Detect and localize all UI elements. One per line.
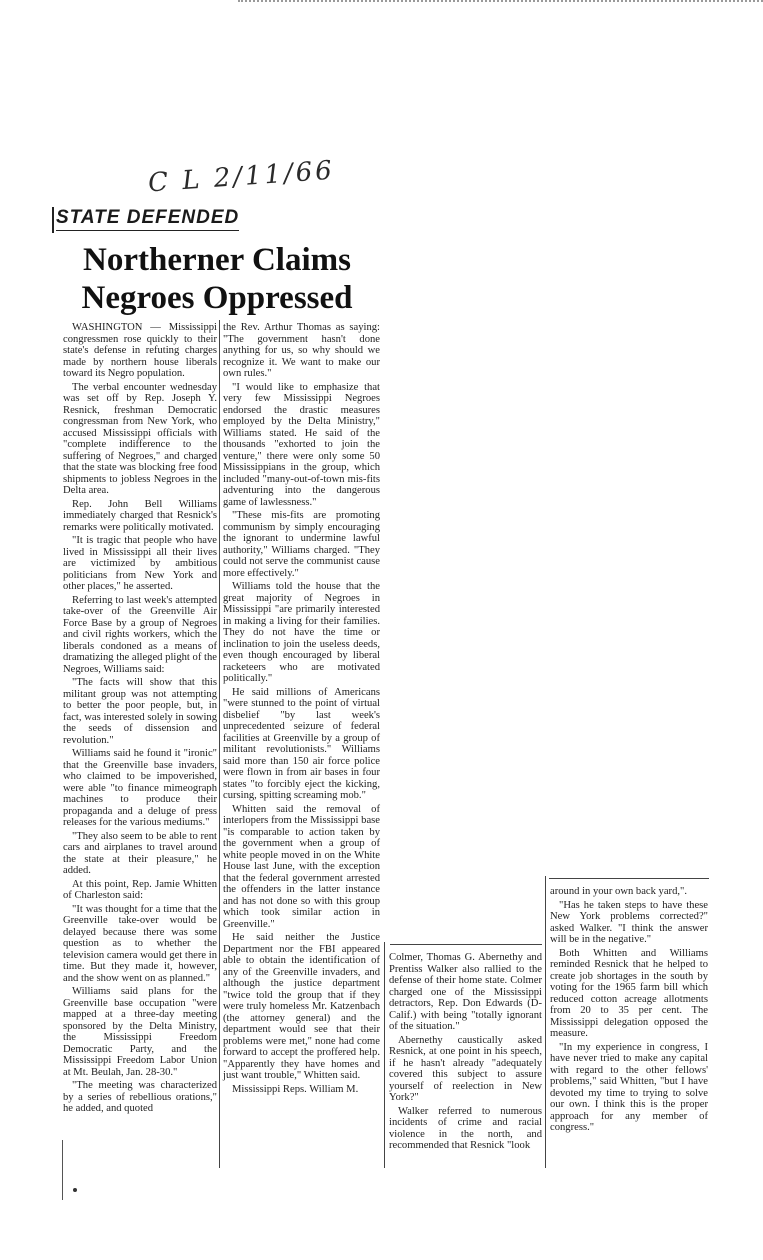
column-divider (219, 320, 220, 1168)
kicker-side-rule (52, 207, 54, 233)
column-top-rule (549, 878, 709, 879)
paragraph: Williams said he found it "ironic" that the Greenville base invaders, who claimed to be impoverished, were able "to finance mimeograph machines to produce their propaganda and a deluge of press releases for the various mediums." (63, 748, 217, 828)
paragraph: Referring to last week's attempted take-over of the Greenville Air Force Base by a group of Negroes and civil rights workers, which the liberals condoned as a means of dramatizing the alleged plight of the Negroes, Williams said: (63, 594, 217, 675)
article-column-4 (550, 886, 708, 1136)
article-column-3 (389, 952, 542, 1154)
paragraph: "It is tragic that people who have lived in Mississippi all their lives are victimized by ambitious politicians from New York and other places," he asserted. (63, 535, 217, 592)
headline-line-1: Northerner Claims (83, 242, 351, 278)
paragraph: He said neither the Justice Department nor the FBI appeared able to obtain the identification of any of the Greenville invaders, and although the justice department "twice told the group that if they were truly homeless Mr. Katzenbach (the attorney general) and the department would see that their problems were met," none had come forward to accept the proffered help. "Apparently they have homes and just want trouble," Whitten said. (223, 932, 380, 1081)
paragraph: "Has he taken steps to have these New York problems corrected?" asked Walker. "I think the answer will be in the negative." (550, 899, 708, 945)
paragraph: "They also seem to be able to rent cars and airplanes to travel around the state at their pleasure," he added. (63, 830, 217, 876)
article-column-1 (63, 322, 217, 1117)
paragraph: WASHINGTON — Mississippi congressmen rose quickly to their state's defense in refuting charges made by northern house liberals toward its Negro population. (63, 322, 217, 379)
paragraph: "I would like to emphasize that very few Mississippi Negroes endorsed the drastic measures employed by the Delta Ministry," Williams stated. He said of the thousands "exhorted to join the venture," there were only some 50 Mississippians in the group, which included "many-out-of-town mis-fits adventuring into the dangerous game of lawlessness." (223, 381, 380, 508)
paragraph: Williams told the house that the great majority of Negroes in Mississippi "are primarily interested in making a living for their families. They do not have the time or inclination to join the useless deeds, even though encouraged by liberal racketeers who are motivated politically." (223, 581, 380, 684)
handwritten-date-annotation: C L 2/11/66 (147, 155, 336, 199)
paragraph: the Rev. Arthur Thomas as saying: "The government hasn't done anything for us, so why should we recognize it. We want to make our own rules." (223, 322, 380, 379)
paragraph: "The meeting was characterized by a series of rebellious orations," he added, and quoted (63, 1080, 217, 1114)
paragraph: At this point, Rep. Jamie Whitten of Charleston said: (63, 878, 217, 901)
paragraph: Walker referred to numerous incidents of crime and racial violence in the north, and recommended that Resnick "look (389, 1105, 542, 1151)
paragraph: "The facts will show that this militant group was not attempting to better the poor people, but, in fact, was interested solely in sowing the seeds of dissension and revolution." (63, 677, 217, 746)
column-divider (545, 876, 546, 1168)
paragraph: Colmer, Thomas G. Abernethy and Prentiss Walker also rallied to the defense of their home state. Colmer charged one of the Mississippi detractors, Rep. Don Edwards (D-Calif.) with being "totally ignorant of the situation." (389, 952, 542, 1032)
scan-speck (73, 1188, 77, 1192)
page-top-dotted-edge (238, 0, 763, 5)
article-column-2 (223, 322, 380, 1097)
paragraph: "It was thought for a time that the Greenville take-over would be delayed because there was some question as to whether the television camera would get there in time. But they made it, however, and the show went on as planned." (63, 903, 217, 984)
paragraph: Abernethy caustically asked Resnick, at one point in his speech, if he hasn't already "adequately covered this subject to assure yourself of reelection in New York?" (389, 1034, 542, 1103)
paragraph: Mississippi Reps. William M. (232, 1083, 359, 1095)
paragraph: He said millions of Americans "were stunned to the point of virtual disbelief "by last week's unprecedented seizure of federal facilities at Greenville by a group of militant revolutionists." Williams said more than 150 air force police were flown in from air bases in four states "to forcibly eject the kicking, cursing, spitting screaming mob." (223, 686, 380, 801)
column-divider (384, 942, 385, 1168)
paragraph: Rep. John Bell Williams immediately charged that Resnick's remarks were politically motivated. (63, 498, 217, 533)
paragraph: Whitten said the removal of interlopers from the Mississippi base "is comparable to action taken by the government when a group of white people moved in on the White House last June, with the exception that the federal government arrested the offenders in the latter instance and has not done so with this group which took similar action in Greenville." (223, 803, 380, 930)
paragraph: "These mis-fits are promoting communism by simply encouraging the ignorant to undermine lawful authority," Williams charged. "They could not serve the communist cause more effectively." (223, 510, 380, 579)
paragraph: around in your own back yard,". (550, 886, 688, 897)
paragraph: Williams said plans for the Greenville base occupation "were mapped at a three-day meeting sponsored by the Delta Ministry, the Mississippi Freedom Democratic Party, and the Mississippi Freedom Labor Union at Mt. Beulah, Jan. 28-30." (63, 986, 217, 1078)
paragraph: Both Whitten and Williams reminded Resnick that he helped to create job shortages in the south by voting for the 1965 farm bill which reduced cotton acreage allotments from 20 to 35 per cent. The Mississippi delegation opposed the measure. (550, 947, 708, 1039)
headline-line-2: Negroes Oppressed (81, 280, 353, 316)
kicker-heading: STATE DEFENDED (56, 207, 239, 231)
paragraph: The verbal encounter wednesday was set off by Rep. Joseph Y. Resnick, freshman Democratic congressman from New York, who accused Mississippi officials with "complete indifference to the suffering of Negroes," and charged that the state was blocking free food shipments to jobless Negroes in the Delta area. (63, 381, 217, 496)
clipping-margin-line (62, 1140, 63, 1200)
column-top-rule (390, 944, 542, 945)
paragraph: "In my experience in congress, I have never tried to make any capital with regard to the other fellows' problems," said Whitten, "but I have devoted my time to trying to solve our own. I think this is the proper approach for any member of congress." (550, 1041, 708, 1133)
